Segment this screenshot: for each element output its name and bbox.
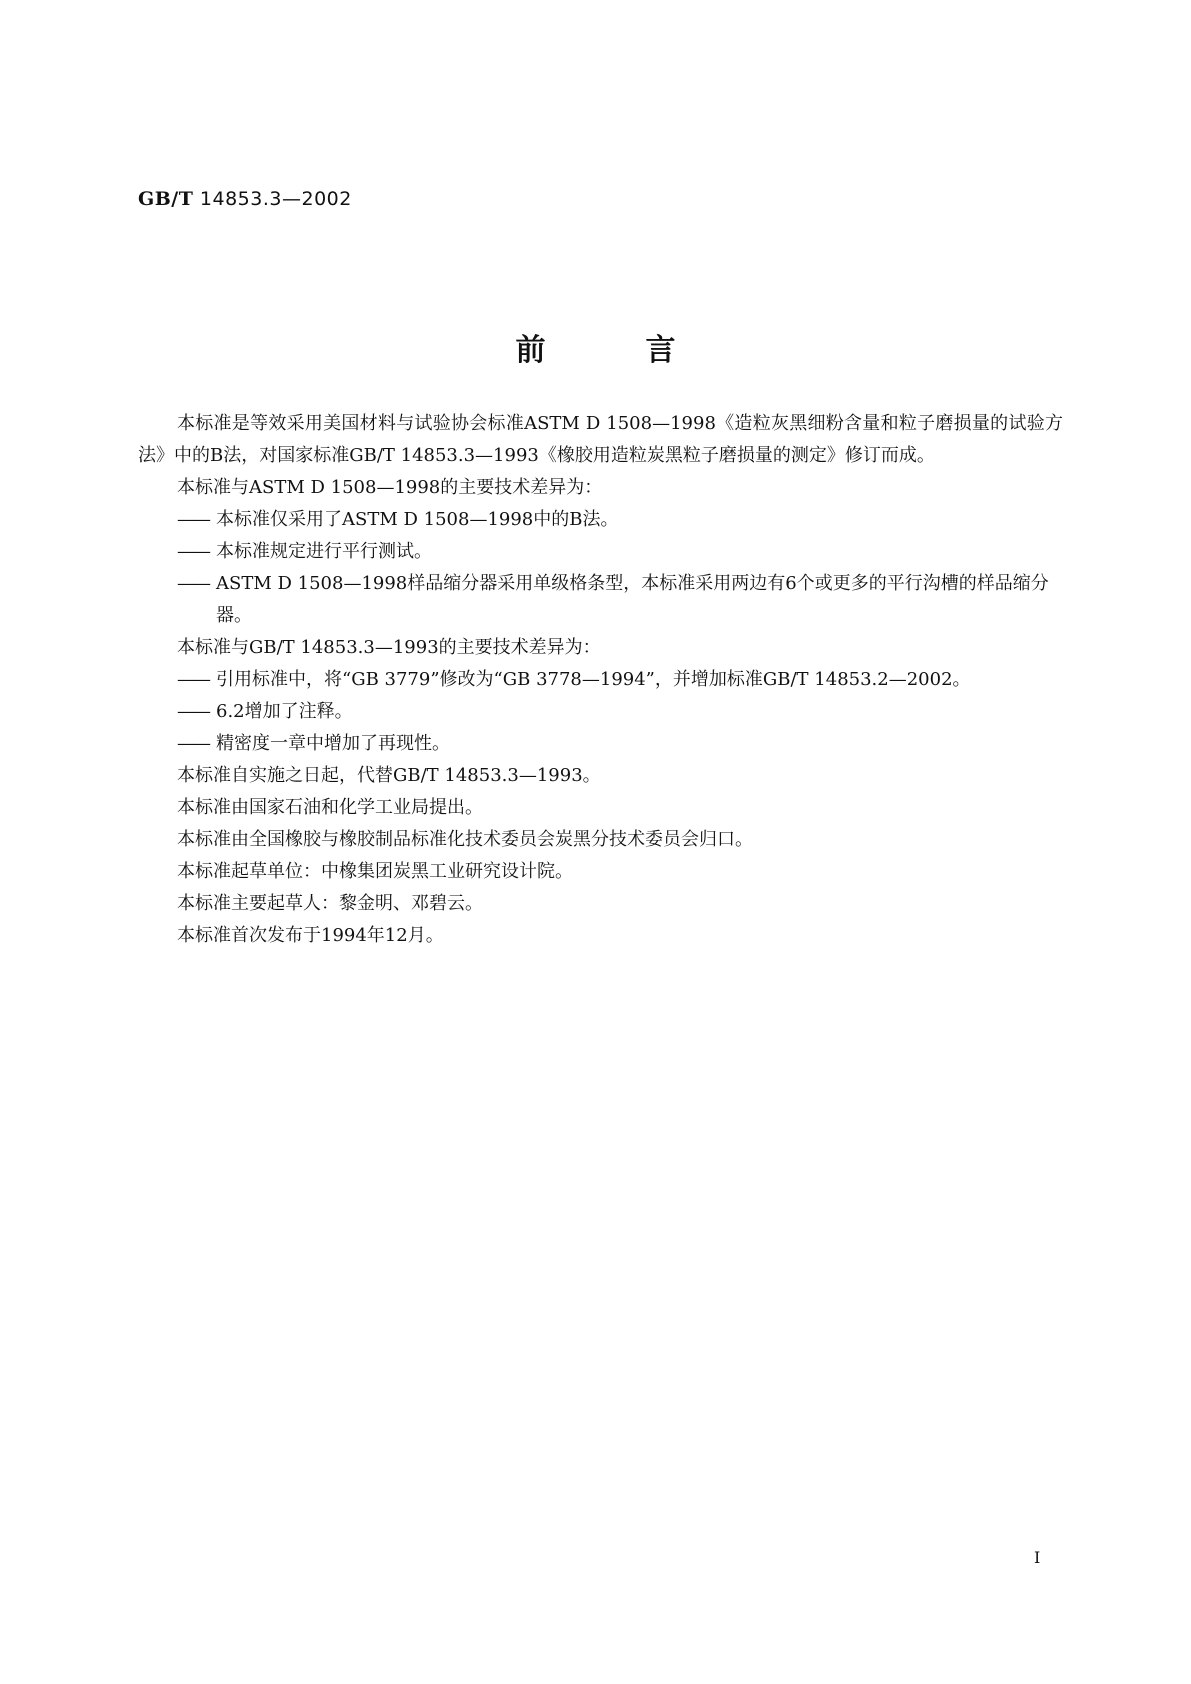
dash-marker: ——	[177, 541, 209, 562]
paragraph-centralized-by: 本标准由全国橡胶与橡胶制品标准化技术委员会炭黑分技术委员会归口。	[177, 829, 753, 850]
list-item-text: 本标准规定进行平行测试。	[216, 541, 432, 562]
paragraph-proposed-by: 本标准由国家石油和化学工业局提出。	[177, 797, 483, 818]
document-header	[138, 188, 352, 210]
list-item	[138, 664, 1063, 696]
list-item	[138, 696, 1063, 728]
standard-prefix: GB/T	[138, 188, 194, 210]
foreword-body	[138, 408, 1063, 952]
dash-marker: ——	[177, 573, 209, 594]
list-item	[138, 536, 1063, 568]
list-item	[138, 568, 1063, 632]
paragraph-gb-differences: 本标准与GB/T 14853.3—1993的主要技术差异为：	[177, 637, 601, 658]
list-item-text: 精密度一章中增加了再现性。	[216, 733, 450, 754]
list-item	[138, 728, 1063, 760]
list-item	[138, 504, 1063, 536]
paragraph-replaces: 本标准自实施之日起，代替GB/T 14853.3—1993。	[177, 765, 601, 786]
paragraph-drafting-unit: 本标准起草单位：中橡集团炭黑工业研究设计院。	[177, 861, 573, 882]
page-number: I	[1034, 1548, 1041, 1567]
list-item-text: 6.2增加了注释。	[216, 701, 353, 722]
page-title: 前言	[515, 333, 776, 368]
paragraph-first-issue: 本标准首次发布于1994年12月。	[177, 925, 444, 946]
dash-marker: ——	[177, 733, 209, 754]
dash-marker: ——	[177, 509, 209, 530]
dash-marker: ——	[177, 669, 209, 690]
list-item-text: 引用标准中，将“GB 3779”修改为“GB 3778—1994”，并增加标准GB/T 14853.2—2002。	[216, 669, 971, 690]
list-item-text: ASTM D 1508—1998样品缩分器采用单级格条型，本标准采用两边有6个或更多的平行沟槽的样品缩分器。	[216, 573, 1049, 626]
paragraph-basis: 本标准是等效采用美国材料与试验协会标准ASTM D 1508—1998《造粒灰黑细粉含量和粒子磨损量的试验方法》中的B法，对国家标准GB/T 14853.3—1993《橡胶用造粒炭黑粒子磨损量的测定》修订而成。	[138, 413, 1063, 466]
paragraph-drafters: 本标准主要起草人：黎金明、邓碧云。	[177, 893, 483, 914]
standard-number: 14853.3—2002	[199, 188, 352, 210]
list-item-text: 本标准仅采用了ASTM D 1508—1998中的B法。	[216, 509, 619, 530]
dash-marker: ——	[177, 701, 209, 722]
paragraph-astm-differences: 本标准与ASTM D 1508—1998的主要技术差异为：	[177, 477, 603, 498]
